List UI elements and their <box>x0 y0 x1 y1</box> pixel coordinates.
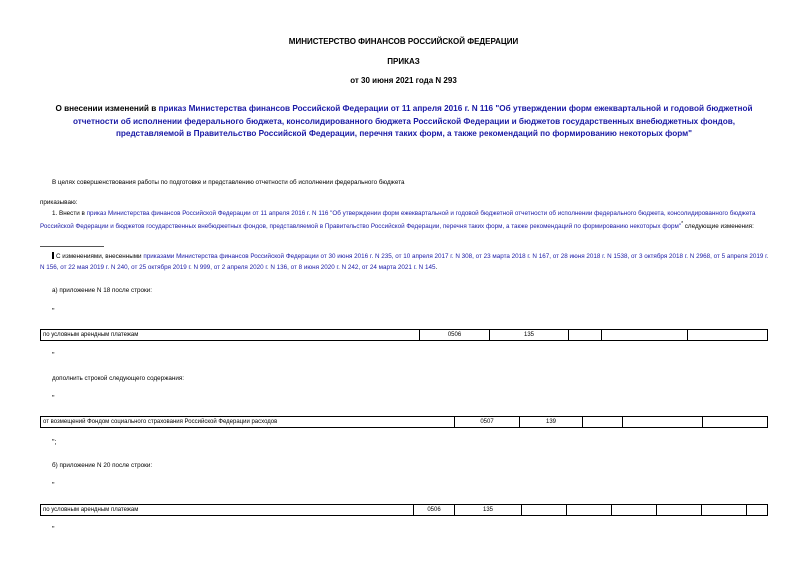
table-cell-empty <box>583 417 623 428</box>
table-cell-name: по условным арендным платежам <box>41 330 420 341</box>
document-title <box>40 103 768 141</box>
table-cell-empty <box>688 330 768 341</box>
footnote-orders-link[interactable]: приказами Министерства финансов Российской Федерации от 30 июня 2016 г. N 235, от 10 апреля 2017 г. N 308, от 23 марта 2018 г. N 167, от 28 июня 2018 г. N 1538, от 3 октября 2018 г. N 2968, от 5 апреля 2019 г. N 156, от 22 мая 2019 г. N 240, от 25 октября 2019 г. N 999, от 2 апреля 2020 г. N 136, от 8 июня 2020 г. N 242, от 24 марта 2021 г. N 145 <box>40 253 769 271</box>
subitem-a: а) приложение N 18 после строки: <box>52 287 153 294</box>
title-order-link[interactable]: приказ Министерства финансов Российской Федерации от 11 апреля 2016 г. N 116 "Об утверждении форм ежеквартальной и годовой бюджетной отчетности об исполнении федерального бюджета, консолидированного бюджета Российской Федерации и бюджетов государственных внебюджетных фондов, представляемой в Правительство Российской Федерации, перечня таких форм, а также рекомендаций по формированию некоторых форм" <box>72 104 753 138</box>
quote-open-3: " <box>52 482 55 489</box>
quote-close-3: " <box>52 526 55 533</box>
item-1-paragraph <box>40 208 770 232</box>
footnote-ref-marker[interactable]: * <box>681 221 684 227</box>
quote-open-1: " <box>52 308 55 315</box>
table-cell-empty <box>602 330 688 341</box>
table-cell-empty <box>569 330 602 341</box>
footnote-suffix: . <box>435 264 438 271</box>
table-cell-empty <box>522 505 567 516</box>
footnote-prefix: С изменениями, внесенными <box>56 253 144 260</box>
subitem-b: б) приложение N 20 после строки: <box>52 462 153 469</box>
table-cell-empty <box>612 505 657 516</box>
table-row-2 <box>40 416 768 428</box>
table-row-3 <box>40 504 768 516</box>
order-word: приказываю: <box>40 199 78 206</box>
intro-paragraph: В целях совершенствования работы по подготовке и представлению отчетности об исполнении федерального бюджета <box>52 179 405 186</box>
table-cell-code: 0506 <box>420 330 490 341</box>
table-cell-line: 139 <box>520 417 583 428</box>
table-cell-name: по условным арендным платежам <box>41 505 414 516</box>
table-cell-empty <box>657 505 702 516</box>
table-cell-name: от возмещений Фондом социального страхования Российской Федерации расходов <box>41 417 455 428</box>
footnote-paragraph <box>40 251 770 273</box>
item-1-suffix: следующие изменения: <box>683 223 754 231</box>
ministry-heading: МИНИСТЕРСТВО ФИНАНСОВ РОССИЙСКОЙ ФЕДЕРАЦИИ <box>288 37 519 46</box>
date-number-heading: от 30 июня 2021 года N 293 <box>350 76 457 85</box>
quote-open-2: " <box>52 395 55 402</box>
doc-type-heading: ПРИКАЗ <box>387 57 420 66</box>
item-1-order-link[interactable]: приказ Министерства финансов Российской Федерации от 11 апреля 2016 г. N 116 "Об утверждении форм ежеквартальной и годовой бюджетной отчетности об исполнении федерального бюджета, консолидированного бюджета Российской Федерации и бюджетов государственных внебюджетных фондов, представляемой в Правительство Российской Федерации, перечня таких форм, а также рекомендаций по формированию некоторых форм" <box>40 210 756 231</box>
item-1-prefix: 1. Внести в <box>52 210 87 217</box>
title-prefix: О внесении изменений в <box>55 104 159 113</box>
add-line-text: дополнить строкой следующего содержания: <box>52 375 185 382</box>
table-cell-line: 135 <box>490 330 569 341</box>
table-cell-code: 0507 <box>455 417 520 428</box>
table-cell-empty <box>623 417 703 428</box>
table-cell-empty <box>702 505 747 516</box>
table-cell-empty <box>567 505 612 516</box>
footnote-marker-icon <box>52 252 54 259</box>
table-row-1 <box>40 329 768 341</box>
quote-close-semicolon: "; <box>52 439 57 446</box>
table-cell-line: 135 <box>455 505 522 516</box>
table-cell-code: 0506 <box>414 505 455 516</box>
footnote-separator <box>40 246 104 247</box>
table-cell-empty <box>747 505 768 516</box>
table-cell-empty <box>703 417 768 428</box>
quote-close-1: " <box>52 352 55 359</box>
